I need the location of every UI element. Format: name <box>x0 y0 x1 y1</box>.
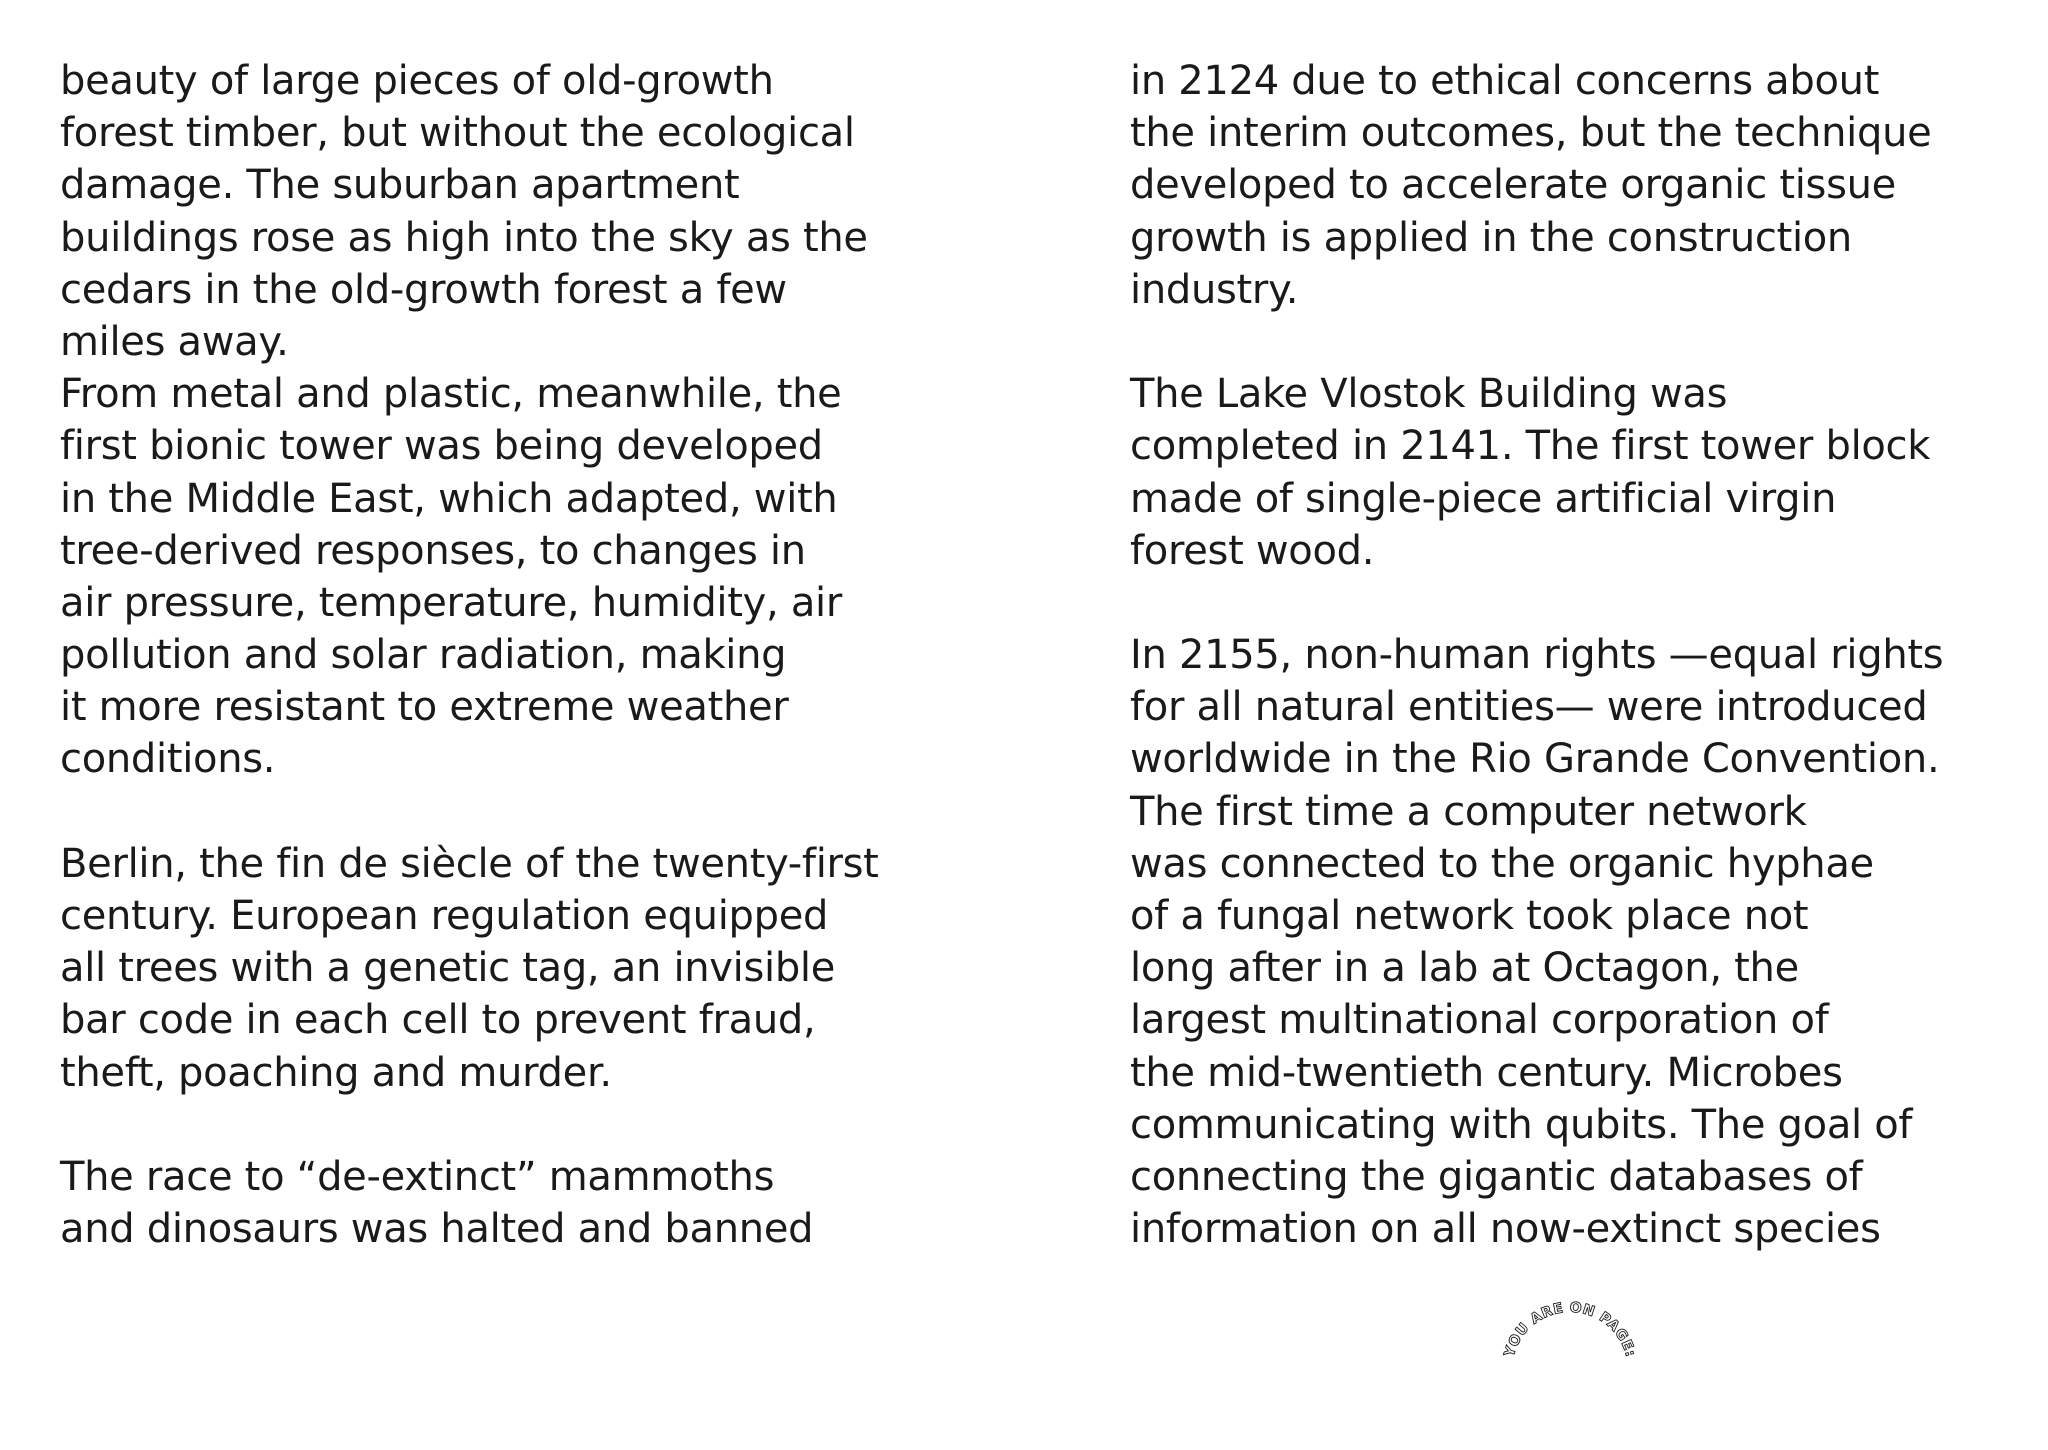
text-line: buildings rose as high into the sky as the <box>60 214 868 261</box>
paragraph-gap <box>1130 577 2030 629</box>
text-line: in 2124 due to ethical concerns about <box>1130 58 1880 104</box>
text-line: air pressure, temperature, humidity, air <box>60 579 842 626</box>
right-text-column <box>1130 55 2030 1255</box>
text-line: In 2155, non-human rights —equal rights <box>1130 632 1944 679</box>
text-line: developed to accelerate organic tissue <box>1130 162 1896 209</box>
text-line: damage. The suburban apartment <box>60 162 740 209</box>
text-line: largest multinational corporation of <box>1130 997 1829 1044</box>
text-line: connecting the gigantic databases of <box>1130 1153 1863 1200</box>
text-line: completed in 2141. The first tower block <box>1130 423 1931 470</box>
text-line: the interim outcomes, but the technique <box>1130 110 1932 157</box>
text-line: conditions. <box>60 736 276 783</box>
text-line: growth is applied in the construction <box>1130 214 1852 261</box>
text-line: made of single-piece artificial virgin <box>1130 475 1837 522</box>
text-line: The first time a computer network <box>1130 788 1807 835</box>
text-line: From metal and plastic, meanwhile, the <box>60 371 842 418</box>
text-line: bar code in each cell to prevent fraud, <box>60 997 816 1044</box>
text-line: all trees with a genetic tag, an invisible <box>60 945 836 992</box>
text-line: for all natural entities— were introduced <box>1130 684 1928 731</box>
text-line: information on all now-extinct species <box>1130 1206 1881 1253</box>
text-line: century. European regulation equipped <box>60 893 829 939</box>
text-line: first bionic tower was being developed <box>60 423 823 470</box>
text-line: The Lake Vlostok Building was <box>1130 371 1728 418</box>
text-line: Berlin, the fin de siècle of the twenty-first <box>60 840 879 887</box>
text-line: forest wood. <box>1130 527 1375 574</box>
text-line: and dinosaurs was halted and banned <box>60 1206 814 1253</box>
text-line: miles away. <box>60 318 289 365</box>
text-line: it more resistant to extreme weather <box>60 684 789 731</box>
text-line: was connected to the organic hyphae <box>1130 840 1874 887</box>
left-text-column <box>60 55 960 1255</box>
text-line: tree-derived responses, to changes in <box>60 527 806 574</box>
text-line: industry. <box>1130 266 1299 313</box>
paragraph-gap <box>60 1099 960 1151</box>
paragraph-gap <box>1130 316 2030 368</box>
paragraph-gap <box>60 786 960 838</box>
text-line: The race to “de-extinct” mammoths <box>60 1153 775 1200</box>
text-line: theft, poaching and murder. <box>60 1049 612 1096</box>
text-line: the mid-twentieth century. Microbes <box>1130 1049 1843 1096</box>
text-line: pollution and solar radiation, making <box>60 632 787 679</box>
text-line: forest timber, but without the ecological <box>60 110 855 157</box>
text-line: long after in a lab at Octagon, the <box>1130 945 1799 992</box>
text-line: beauty of large pieces of old-growth <box>60 58 774 104</box>
text-line: communicating with qubits. The goal of <box>1130 1101 1913 1148</box>
page-indicator-badge <box>1490 1290 1650 1400</box>
text-line: in the Middle East, which adapted, with <box>60 475 838 522</box>
text-line: of a fungal network took place not <box>1130 893 1809 939</box>
text-line: cedars in the old-growth forest a few <box>60 266 787 313</box>
page-indicator-label: YOU ARE ON PAGE: <box>1501 1299 1639 1359</box>
text-line: worldwide in the Rio Grande Convention. <box>1130 736 1940 783</box>
